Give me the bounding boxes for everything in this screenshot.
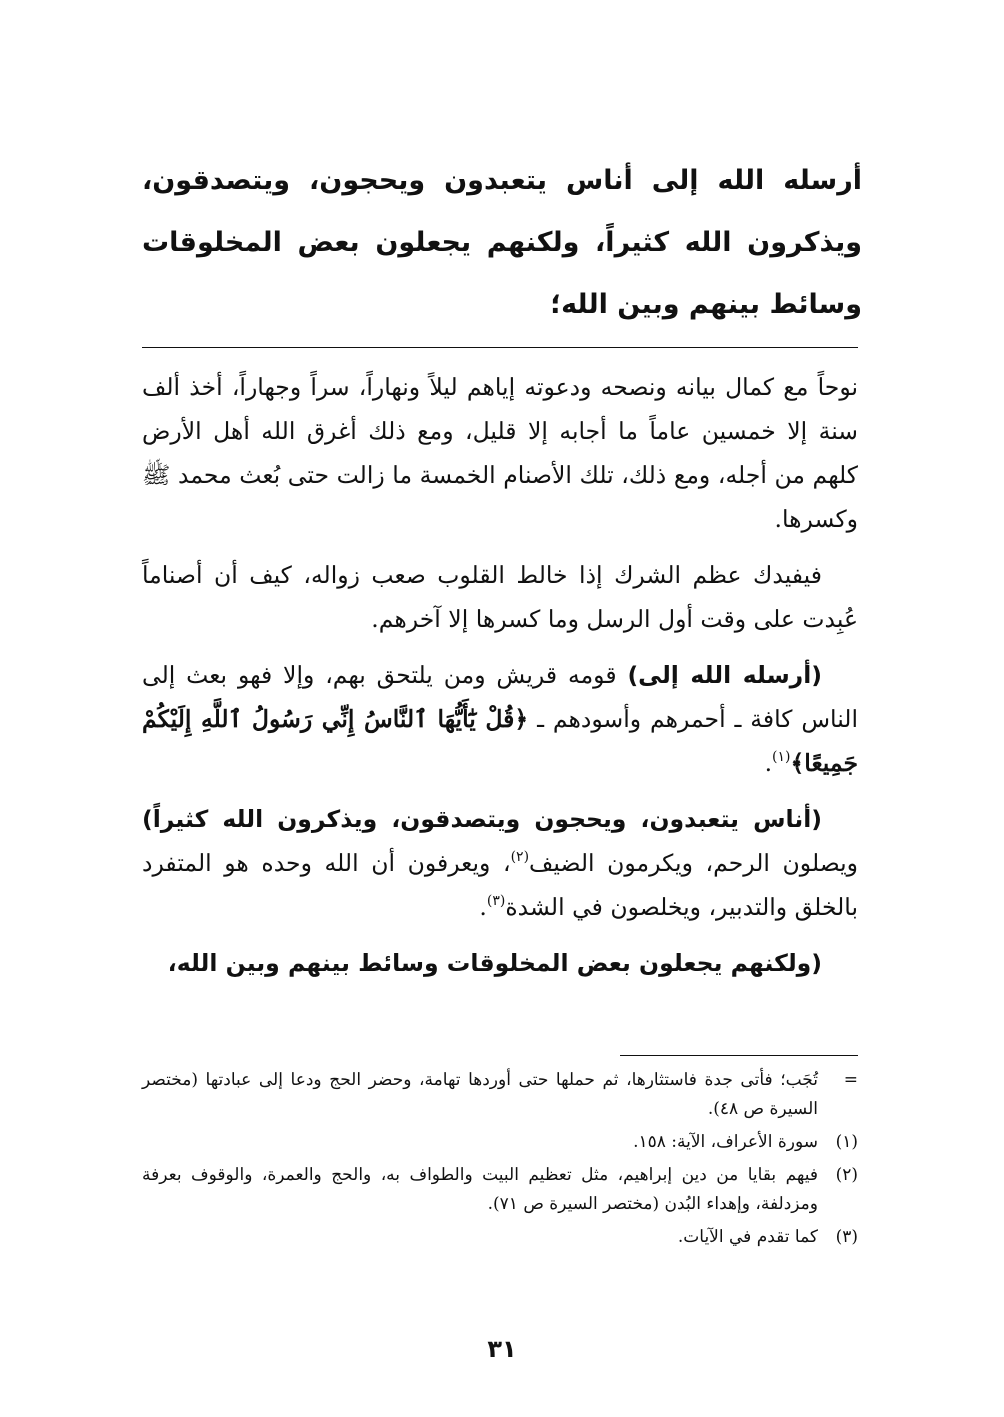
- footnote-mark: (٣): [835, 1227, 858, 1247]
- footnote-ref-2[interactable]: (٢): [510, 849, 530, 865]
- footnote-mark: (٢): [835, 1165, 858, 1185]
- footnote-2: [142, 1161, 858, 1219]
- commentary: [142, 365, 858, 997]
- footnote-mark: =: [843, 1070, 858, 1090]
- footnote-3: [142, 1223, 858, 1252]
- paragraph-text: ، ويعرفون أن الله وحده هو المتفرد بالخلق والتدبير، ويخلصون في الشدة: [142, 849, 858, 921]
- paragraph-text: ويصلون الرحم، ويكرمون الضيف: [529, 849, 858, 877]
- footnote-text: تُجَب؛ فأتى جدة فاستثارها، ثم حملها حتى أوردها تهامة، وحضر الحج ودعا إلى عبادتها (مختصر السيرة ص ٤٨).: [142, 1070, 818, 1119]
- paragraph-1: نوحاً مع كمال بيانه ونصحه ودعوته إياهم ليلاً ونهاراً، سراً وجهاراً، أخذ ألف سنة إلا خمسين عاماً ما أجابه إلا قليل، ومع ذلك أغرق الله أهل الأرض كلهم من أجله، ومع ذلك، تلك الأصنام الخمسة ما زالت حتى بُعث محمد ﷺ وكسرها.: [142, 373, 858, 533]
- paragraph-4: [142, 797, 858, 929]
- footnote-text: فيهم بقايا من دين إبراهيم، مثل تعظيم البيت والطواف به، والحج والعمرة، والوقوف بعرفة ومزدلفة، وإهداء البُدن (مختصر السيرة ص ٧١).: [142, 1165, 818, 1214]
- footnotes: [142, 1066, 858, 1256]
- footnote-1: [142, 1128, 858, 1157]
- page-number: ٣١: [487, 1335, 517, 1363]
- footnote-text: كما تقدم في الآيات.: [677, 1227, 818, 1247]
- paragraph-5: [142, 941, 858, 985]
- paragraph-text: قومه قريش ومن يلتحق بهم، وإلا فهو بعث إلى الناس كافة ـ أحمرهم وأسودهم ـ: [142, 661, 859, 733]
- paragraph-2: فيفيدك عظم الشرك إذا خالط القلوب صعب زواله، كيف أن أصناماً عُبِدت على وقت أول الرسل وما كسرها إلا آخرهم.: [142, 561, 858, 633]
- paragraph-3: [142, 653, 858, 785]
- matn-quote: (أرسله الله إلى): [627, 661, 823, 689]
- matn-quote: (ولكنهم يجعلون بعض المخلوقات وسائط بينهم وبين الله،: [167, 949, 822, 977]
- matn-text: أرسله الله إلى أناس يتعبدون ويحجون، ويتصدقون، ويذكرون الله كثيراً، ولكنهم يجعلون بعض المخلوقات وسائط بينهم وبين الله؛: [142, 165, 862, 320]
- footnote-ref-3[interactable]: (٣): [486, 893, 506, 909]
- footnote-continued: [142, 1066, 858, 1124]
- paragraph-end: .: [764, 749, 773, 777]
- quran-verse: ﴿قُلْ يَٰٓأَيُّهَا ٱلنَّاسُ إِنِّي رَسُولُ ٱللَّهِ إِلَيْكُمْ جَمِيعًا﴾: [142, 705, 858, 777]
- footnote-ref-1[interactable]: (١): [772, 749, 791, 765]
- matn-quote: (أناس يتعبدون، ويحجون ويتصدقون، ويذكرون الله كثيراً): [142, 805, 822, 833]
- matn-divider: [142, 347, 858, 348]
- footnote-text: سورة الأعراف، الآية: ١٥٨.: [633, 1132, 818, 1152]
- footnote-divider: [620, 1055, 858, 1056]
- footnote-mark: (١): [835, 1132, 858, 1152]
- paragraph-end: .: [479, 893, 487, 921]
